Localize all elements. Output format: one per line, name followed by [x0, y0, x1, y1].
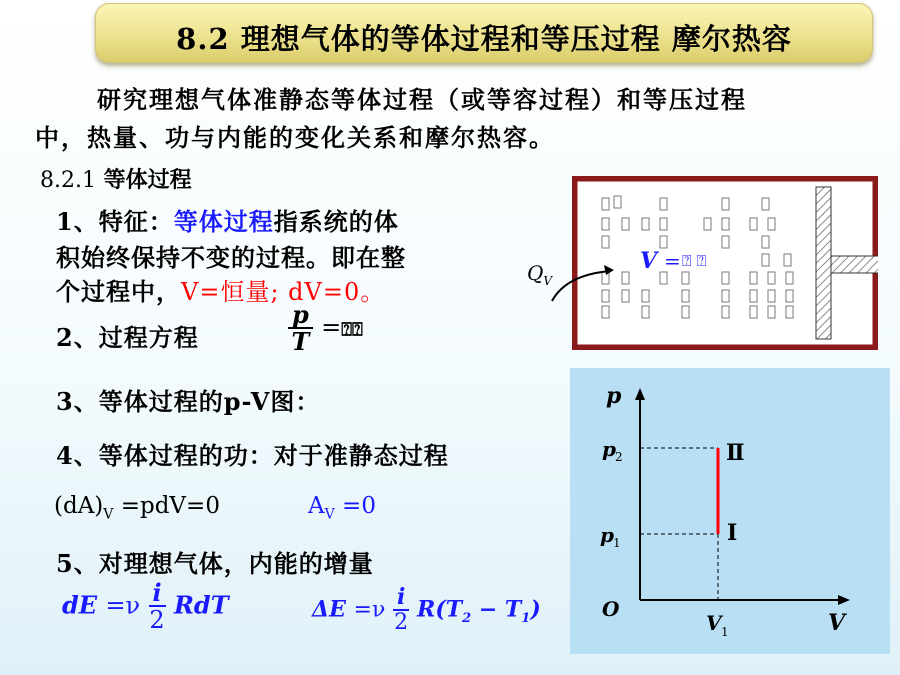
- cylinder-volume-glyph: ⍰ ⍰: [682, 251, 707, 270]
- intro-line-2: 中，热量、功与内能的变化关系和摩尔热容。: [35, 123, 555, 152]
- work-a-value: =0: [334, 493, 376, 519]
- heat-q: Q: [527, 261, 544, 285]
- cylinder-volume-eq: =: [664, 249, 681, 273]
- formula2-den: 2: [394, 610, 409, 636]
- item3-label: 3、等体过程的p-V图：: [56, 387, 321, 416]
- item1-line2: 积始终保持不变的过程。即在整: [56, 243, 406, 272]
- piston-rod: [831, 256, 878, 273]
- equation-equals: =: [321, 313, 342, 342]
- item1-line1: [56, 202, 399, 237]
- pv-graph-panel: [570, 368, 890, 654]
- p2-label: p: [602, 437, 616, 461]
- v-axis-arrow: [838, 595, 850, 605]
- item5-label: 5、对理想气体，内能的增量: [56, 549, 374, 578]
- v1-subscript: 1: [721, 625, 729, 639]
- v1-label: V: [706, 611, 722, 635]
- equation-rhs-glyph: ⍰⍰: [341, 319, 363, 341]
- fraction-numerator-p: p: [288, 302, 313, 329]
- formula2-rhs: R(T: [417, 596, 463, 623]
- item1-prefix: 1、特征：: [56, 207, 174, 236]
- formula2-fraction: [393, 586, 409, 635]
- formula1-num: i: [149, 580, 166, 607]
- p1-subscript: 1: [613, 536, 621, 550]
- work-total: [308, 493, 376, 523]
- work-da-subscript: V: [103, 506, 114, 523]
- item4-label: 4、等体过程的功：对于准静态过程: [56, 441, 449, 470]
- item1-highlight: 等体过程: [173, 207, 274, 236]
- section-title: 等体过程: [103, 167, 192, 193]
- v-axis-label: V: [828, 610, 846, 636]
- formula2-close: ): [530, 596, 541, 623]
- state-i-label: Ⅰ: [727, 520, 738, 546]
- work-differential: [54, 493, 220, 523]
- formula1-fraction: [149, 580, 166, 634]
- title-banner: [95, 3, 873, 63]
- item1-dv-zero: dV=0。: [279, 278, 386, 306]
- heat-label: [527, 261, 552, 288]
- section-number: 8.2.1: [40, 168, 96, 193]
- work-da-value: =pdV=0: [113, 493, 220, 519]
- formula1-rhs: RdT: [173, 590, 229, 620]
- slide-title: 8.2 理想气体的等体过程和等压过程 摩尔热容: [176, 22, 792, 56]
- heat-q-subscript: V: [543, 274, 553, 288]
- formula2-num: i: [393, 586, 409, 611]
- p-axis-arrow: [635, 388, 645, 400]
- origin-label: O: [602, 597, 620, 621]
- process-equation: [288, 302, 363, 356]
- formula1-eq: =ν: [105, 591, 141, 620]
- work-a: A: [308, 493, 325, 519]
- formula1-den: 2: [149, 606, 165, 635]
- formula2-sub2: 2: [462, 611, 472, 627]
- pv-graph: [570, 368, 890, 654]
- item1-line3-text: 个过程中，: [56, 277, 181, 306]
- cylinder-volume-label: V: [640, 248, 658, 274]
- work-a-subscript: V: [324, 506, 335, 523]
- formula2-eq: =ν: [353, 597, 386, 623]
- p1-label: p: [600, 523, 614, 547]
- internal-energy-increment: [312, 586, 541, 635]
- formula1-lhs: dE: [62, 590, 98, 620]
- piston: [816, 187, 831, 339]
- formula2-sub1: 1: [521, 611, 531, 627]
- section-heading: [40, 163, 192, 194]
- fraction-denominator-t: T: [291, 327, 310, 357]
- formula2-mid: − T: [471, 596, 522, 623]
- formula2-lhs: ΔE: [312, 596, 346, 623]
- p-axis-label: p: [606, 383, 622, 409]
- item2-label: 2、过程方程: [56, 323, 199, 352]
- intro-line-1: 研究理想气体准静态等体过程（或等容过程）和等压过程: [97, 85, 747, 114]
- p2-subscript: 2: [615, 450, 623, 464]
- item1-rest: 指系统的体: [273, 207, 399, 236]
- work-da: (dA): [54, 493, 104, 519]
- p-over-t-fraction: [288, 302, 313, 356]
- internal-energy-differential: [62, 580, 229, 634]
- item1-constant-volume: V=恒量;: [181, 278, 280, 306]
- state-ii-label: Ⅱ: [726, 440, 745, 466]
